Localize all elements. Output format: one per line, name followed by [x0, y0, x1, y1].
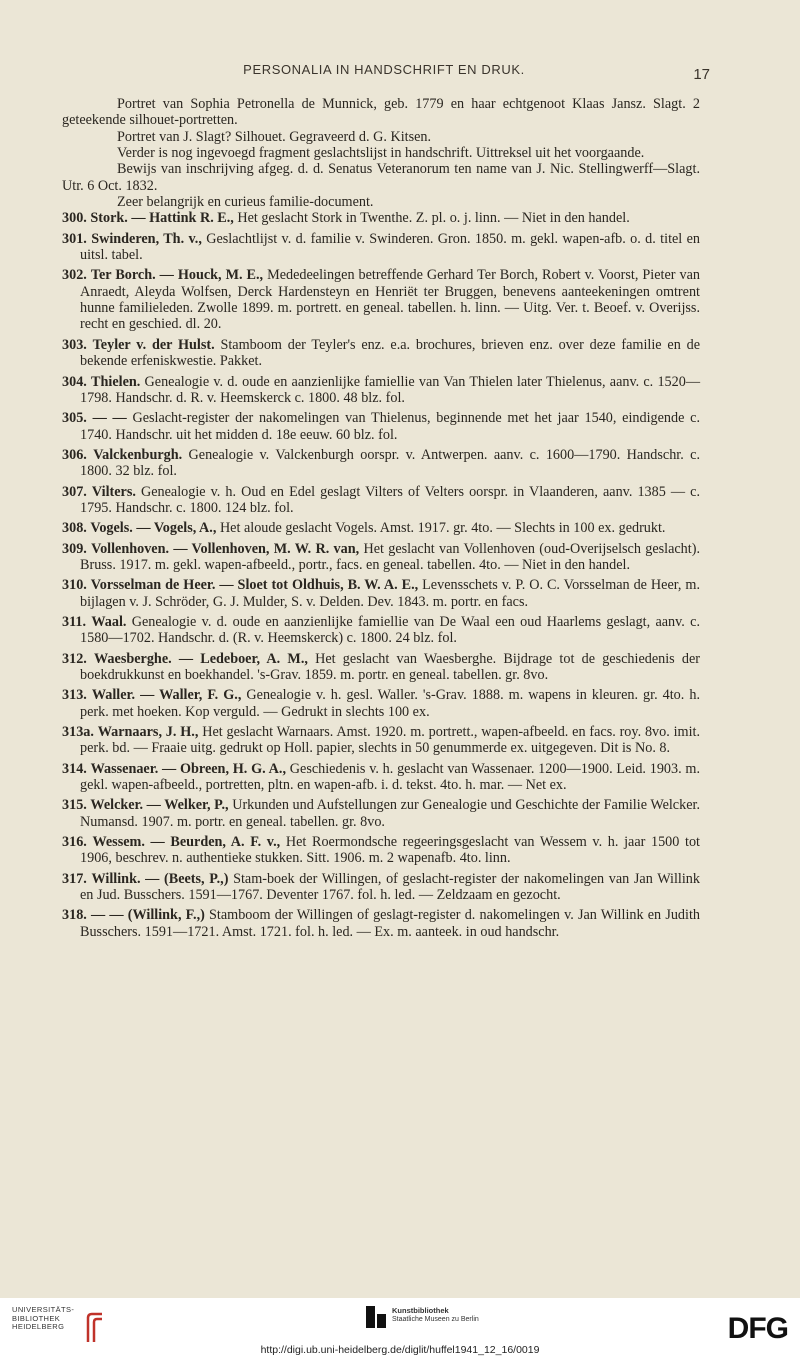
- entry-heading: Swinderen, Th. v.,: [91, 230, 202, 247]
- entry-text: Genealogie v. h. gesl. Waller. 's-Grav. 1888. m. wapens in kleuren. gr. 4to. h. perk. met hoeken. Kop verguld. — Gedrukt in slechts 100 ex.: [80, 687, 700, 720]
- catalogue-entry: [62, 907, 700, 940]
- catalogue-entry: [62, 210, 700, 226]
- entry-heading: Waal.: [91, 613, 127, 630]
- entry-number: 306.: [62, 446, 87, 463]
- entry-heading: — — (Willink, F.,): [91, 907, 205, 924]
- entry-number: 317.: [62, 870, 87, 887]
- entry-heading: — —: [92, 410, 127, 427]
- catalogue-entry: [62, 447, 700, 480]
- entry-heading: Wassenaer. — Obreen, H. G. A.,: [90, 760, 287, 777]
- running-title: PERSONALIA IN HANDSCHRIFT EN DRUK.: [243, 62, 525, 77]
- entry-text: Stam-boek der Willingen, of geslacht-register der nakomelingen van Jan Willink en Jud. Busschers. 1591—1767. Deventer 1767. fol. h. led. — Zeldzaam en gezocht.: [80, 870, 700, 904]
- catalogue-entry: [62, 761, 700, 794]
- catalogue-body: [62, 96, 700, 944]
- entry-number: 310.: [62, 577, 87, 594]
- entry-text: Genealogie v. Valckenburgh oorspr. v. Antwerpen. aanv. c. 1600—1790. Handschr. c. 1800. 32 blz. fol.: [80, 446, 701, 480]
- entry-heading: Willink. — (Beets, P.,): [91, 870, 229, 887]
- kb-name: Kunstbibliothek: [392, 1306, 449, 1315]
- page-number: 17: [693, 66, 710, 83]
- intro-paragraph: Zeer belangrijk en curieus familie-document.: [117, 194, 374, 211]
- entry-heading: Vollenhoven. — Vollenhoven, M. W. R. van,: [91, 540, 360, 557]
- entry-number: 303.: [62, 336, 87, 353]
- catalogue-entry: [62, 374, 700, 407]
- ub-logo-line: BIBLIOTHEK: [12, 1313, 61, 1323]
- catalogue-entry: [62, 577, 700, 610]
- entry-heading: Wessem. — Beurden, A. F. v.,: [92, 834, 281, 851]
- entry-heading: Vorsselman de Heer. — Sloet tot Oldhuis, B. W. A. E.,: [90, 577, 419, 594]
- entry-heading: Warnaars, J. H.,: [97, 724, 199, 741]
- entry-heading: Welcker. — Welker, P.,: [90, 797, 229, 814]
- catalogue-entry: [62, 337, 700, 370]
- entry-heading: Thielen.: [91, 373, 141, 390]
- entry-text: Het aloude geslacht Vogels. Amst. 1917. gr. 4to. — Slechts in 100 ex. gedrukt.: [216, 520, 666, 537]
- entry-number: 312.: [62, 650, 87, 667]
- ub-emblem-icon: [84, 1312, 106, 1344]
- catalogue-entry: [62, 797, 700, 830]
- catalogue-entry: [62, 614, 700, 647]
- entry-number: 304.: [62, 373, 87, 390]
- entry-number: 302.: [62, 267, 87, 284]
- university-library-logo[interactable]: [12, 1306, 102, 1342]
- catalogue-entry: [62, 651, 700, 684]
- entry-number: 311.: [62, 613, 87, 630]
- entry-text: Genealogie v. d. oude en aanzienlijke famiellie van De Waal een oud Haarlems geslagt, aanv. c. 1580—1702. Handschr. d. (R. v. Heemskerck) c. 1800. 24 blz. fol.: [80, 613, 700, 647]
- catalogue-entries: [62, 210, 700, 940]
- kb-subtitle: Staatliche Museen zu Berlin: [392, 1316, 479, 1323]
- entry-text: Stamboom der Willingen of geslagt-register d. nakomelingen v. Jan Willink en Judith Busschers. 1591—1721. Amst. 1721. fol. h. led. — Ex. m. aanteek. in oud handschr.: [80, 907, 701, 940]
- entry-number: 313a.: [62, 724, 94, 741]
- intro-paragraph: Portret van J. Slagt? Silhouet. Gegraveerd d. G. Kitsen.: [117, 128, 432, 145]
- entry-heading: Vogels. — Vogels, A.,: [90, 520, 217, 537]
- entry-heading: Ter Borch. — Houck, M. E.,: [90, 267, 264, 284]
- entry-number: 313.: [62, 687, 87, 704]
- entry-heading: Teyler v. der Hulst.: [92, 336, 215, 353]
- catalogue-entry: [62, 541, 700, 574]
- catalogue-entry: [62, 410, 700, 443]
- catalogue-entry: [62, 724, 700, 757]
- intro-paragraph: Portret van Sophia Petronella de Munnick, geb. 1779 en haar echtgenoot Klaas Jansz. Slagt. 2 geteekende silhouet-portretten.: [62, 96, 700, 129]
- entry-number: 318.: [62, 907, 87, 924]
- ub-logo-line: HEIDELBERG: [12, 1322, 65, 1332]
- entry-number: 300.: [62, 210, 87, 227]
- viewer-footer: [0, 1298, 800, 1359]
- entry-heading: Waesberghe. — Ledeboer, A. M.,: [94, 650, 308, 667]
- catalogue-entry: [62, 834, 700, 867]
- entry-number: 309.: [62, 540, 87, 557]
- entry-text: Geschiedenis v. h. geslacht van Wassenaer. 1200—1900. Leid. 1903. m. gekl. wapen-afbeeld., portretten, pltn. en wapen-afb. i. d. tekst. 4to. h. mar. — Net ex.: [80, 760, 701, 794]
- entry-text: Mededeelingen betreffende Gerhard Ter Borch, Robert v. Voorst, Pieter van Anraedt, Aleyda Wolfsen, Derck Hardensteyn en Henriët ter Bruggen, benevens aanteekeningen omtrent hunne familieleden. Zwolle 1899. m. portrett. en geneal. tabellen. h. linn. — Uitg. Ver. t. Beoef. v. Overijss. recht en geschied. dl. 20.: [80, 267, 700, 333]
- entry-text: Geslacht-register der nakomelingen van Thielenus, beginnende met het jaar 1540, eindigende c. 1740. Handschr. uit het midden d. 18e eeuw. 60 blz. fol.: [80, 410, 701, 443]
- entry-heading: Vilters.: [91, 483, 136, 500]
- page-header: [60, 62, 708, 86]
- catalogue-entry: [62, 484, 700, 517]
- kunstbibliothek-emblem-icon: [366, 1306, 386, 1328]
- entry-number: 307.: [62, 483, 87, 500]
- entry-number: 305.: [62, 410, 87, 427]
- entry-number: 315.: [62, 797, 87, 814]
- entry-text: Geslachtlijst v. d. familie v. Swinderen. Gron. 1850. m. gekl. wapen-afb. o. d. titel en uitsl. tabel.: [80, 230, 700, 264]
- entry-heading: Valckenburgh.: [93, 446, 183, 463]
- entry-number: 314.: [62, 760, 87, 777]
- dfg-logo[interactable]: DFG: [727, 1312, 788, 1345]
- kunstbibliothek-logo[interactable]: [366, 1304, 526, 1334]
- kunstbibliothek-text: [392, 1306, 479, 1324]
- entry-number: 316.: [62, 834, 87, 851]
- entry-text: Het Roermondsche regeeringsgeslacht van Wessem v. h. jaar 1500 tot 1906, beschrev. n. authentieke stukken. Sitt. 1906. m. 2 wapenafb. 4to. linn.: [80, 834, 700, 867]
- catalogue-entry: [62, 231, 700, 264]
- ub-logo-line: UNIVERSITÄTS-: [12, 1305, 75, 1314]
- entry-text: Genealogie v. d. oude en aanzienlijke famiellie van Van Thielen later Thielenus, aanv. c. 1520—1798. Handschr. d. R. v. Heemskerck c. 1800. 48 blz. fol.: [80, 373, 701, 406]
- entry-text: Stamboom der Teyler's enz. e.a. brochures, brieven enz. over deze familie en de bekende erfeniskwestie. Pakket.: [80, 336, 700, 370]
- entry-text: Het geslacht Stork in Twenthe. Z. pl. o. j. linn. — Niet in den handel.: [233, 210, 630, 227]
- intro-paragraph: Bewijs van inschrijving afgeg. d. d. Senatus Veteranorum ten name van J. Nic. Stellingwerff—Slagt. Utr. 6 Oct. 1832.: [62, 161, 700, 194]
- catalogue-entry: [62, 520, 700, 536]
- entry-heading: Stork. — Hattink R. E.,: [90, 210, 234, 227]
- catalogue-entry: [62, 687, 700, 720]
- entry-text: Urkunden und Aufstellungen zur Genealogie und Geschichte der Familie Welcker. Numansd. 1907. m. portr. en geneal. tabellen. gr. 8vo.: [80, 797, 700, 830]
- entry-text: Het geslacht van Vollenhoven (oud-Overijselsch geslacht). Bruss. 1917. m. gekl. wapen-afbeeld., portr., facs. en geneal. tabellen. 4to. — Niet in den handel.: [80, 540, 700, 573]
- intro-paragraph: Verder is nog ingevoegd fragment geslachtslijst in handschrift. Uittreksel uit het voorgaande.: [117, 145, 645, 162]
- catalogue-entry: [62, 871, 700, 904]
- entry-text: Het geslacht Warnaars. Amst. 1920. m. portrett., wapen-afbeeld. en facs. roy. 8vo. imit. perk. bd. — Fraaie uitg. gedrukt op Holl. papier, slechts in 50 genummerde ex. uitgegeven. Dit is No. 8.: [80, 724, 700, 757]
- intro-block: [62, 96, 700, 210]
- entry-number: 301.: [62, 230, 87, 247]
- entry-text: Genealogie v. h. Oud en Edel geslagt Vilters of Velters oorspr. in Vlaanderen, aanv. 1385 — c. 1795. Handschr. c. 1800. 124 blz. fol.: [80, 483, 701, 516]
- catalogue-entry: [62, 267, 700, 332]
- permalink-url[interactable]: http://digi.ub.uni-heidelberg.de/diglit/huffel1941_12_16/0019: [260, 1344, 540, 1356]
- entry-heading: Waller. — Waller, F. G.,: [91, 687, 242, 704]
- entry-number: 308.: [62, 520, 87, 537]
- entry-text: Levensschets v. P. O. C. Vorsselman de Heer, m. bijlagen v. J. Schröder, G. J. Mulder, S. v. Delden. Dev. 1843. m. portr. en facs.: [80, 577, 700, 610]
- entry-text: Het geslacht van Waesberghe. Bijdrage tot de geschiedenis der boekdrukkunst en boekhandel. 's-Grav. 1859. m. portr. en geneal. tabellen. gr. 8vo.: [80, 650, 701, 683]
